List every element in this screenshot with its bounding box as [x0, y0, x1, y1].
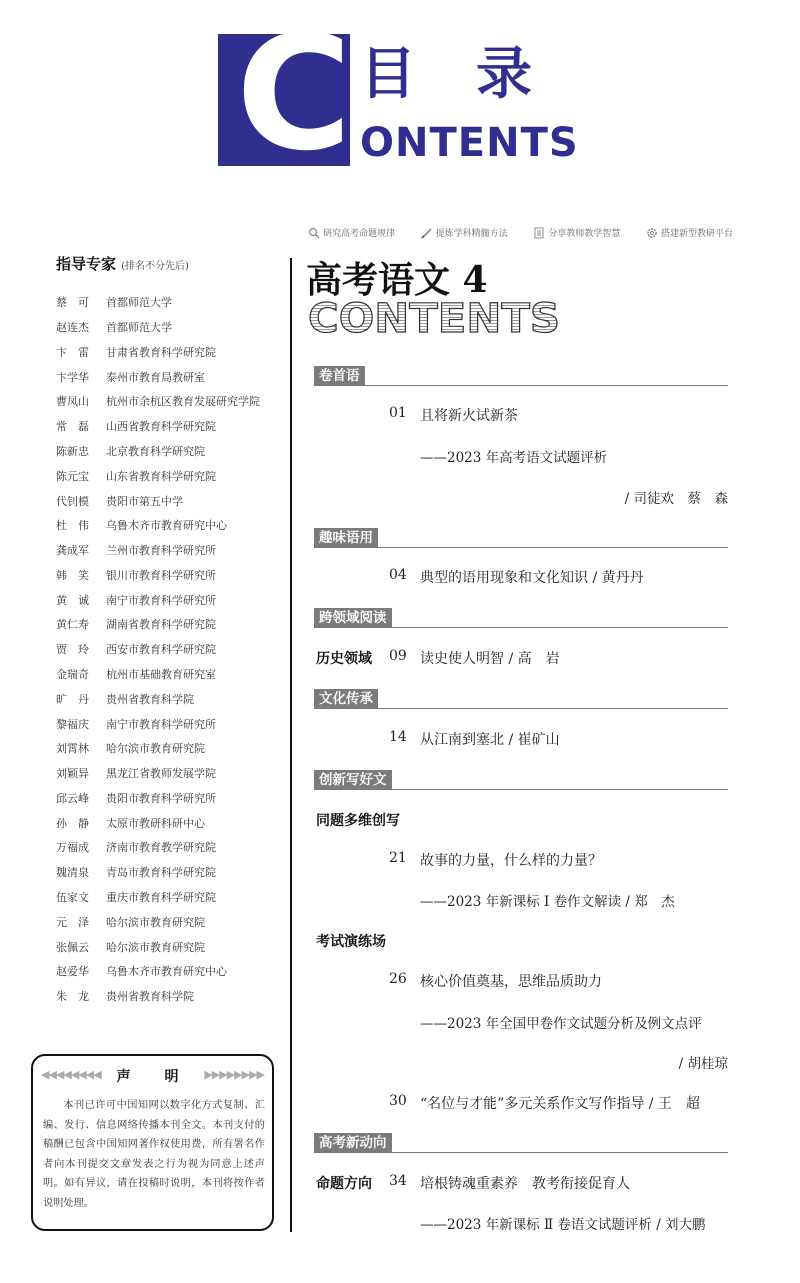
expert-row [56, 616, 216, 632]
expert-org: 泰州市教育局教研室 [106, 371, 205, 384]
section-header [314, 366, 728, 388]
arrows-right-icon: ▶▶▶▶▶▶▶▶ [204, 1068, 264, 1081]
expert-org: 贵阳市第五中学 [106, 495, 183, 508]
expert-org: 青岛市教育科学研究院 [106, 866, 216, 879]
expert-row [56, 988, 194, 1004]
subsection-label: 考试演练场 [316, 934, 386, 950]
entry-subtitle: ——2023 年高考语文试题评析 [420, 450, 608, 466]
expert-org: 南宁市教育科学研究所 [106, 718, 216, 731]
expert-name: 黄仁寿 [56, 618, 89, 631]
expert-row [56, 914, 205, 930]
expert-name: 杜 伟 [56, 519, 89, 532]
expert-name: 韩 笑 [56, 569, 89, 582]
entry-title[interactable]: 且将新火试新茶 [420, 408, 518, 424]
expert-name: 蔡 可 [56, 296, 89, 309]
subsection-label: 同题多维创写 [316, 813, 400, 829]
expert-row [56, 666, 216, 682]
expert-org: 甘肃省教育科学研究院 [106, 346, 216, 359]
entry-title[interactable]: “名位与才能”多元关系作文写作指导 / 王 超 [420, 1096, 700, 1112]
expert-row [56, 963, 227, 979]
tagline [533, 226, 620, 239]
entry-title[interactable]: 从江南到塞北 / 崔矿山 [420, 732, 560, 748]
expert-name: 邱云峰 [56, 792, 89, 805]
expert-name: 刘霄林 [56, 742, 89, 755]
expert-row [56, 493, 183, 509]
expert-org: 黑龙江省教师发展学院 [106, 767, 216, 780]
entry-title[interactable]: 故事的力量，什么样的力量？ [420, 853, 602, 869]
expert-name: 陈新忠 [56, 445, 89, 458]
gear-icon [646, 227, 658, 239]
section-rule [314, 547, 728, 549]
section-label: 卷首语 [314, 366, 365, 386]
expert-name: 陈元宝 [56, 470, 89, 483]
tagline-text: 提炼学科精髓方法 [435, 229, 508, 239]
expert-name: 赵爱华 [56, 965, 89, 978]
tagline [646, 226, 733, 239]
expert-org: 杭州市余杭区教育发展研究学院 [106, 395, 260, 408]
expert-org: 哈尔滨市教育研究院 [106, 916, 205, 929]
entry-author: / 司徒欢 蔡 森 [624, 491, 728, 507]
tagline-text: 研究高考命题规律 [323, 229, 396, 239]
expert-name: 张佩云 [56, 941, 89, 954]
entry-subtitle: ——2023 年新课标 Ⅱ 卷语文试题评析 / 刘大鹏 [420, 1217, 706, 1233]
expert-org: 太原市教研科研中心 [106, 817, 205, 830]
expert-row [56, 542, 216, 558]
expert-org: 乌鲁木齐市教育研究中心 [106, 519, 227, 532]
section-label: 文化传承 [314, 689, 378, 709]
document-icon [533, 227, 545, 239]
expert-org: 济南市教育教学研究院 [106, 841, 216, 854]
entry-author: / 胡桂琼 [678, 1056, 728, 1072]
contents-outline-word [306, 296, 566, 338]
expert-name: 曹凤山 [56, 395, 89, 408]
expert-name: 贾 玲 [56, 643, 89, 656]
entry-category: 历史领域 [316, 651, 372, 667]
entry-page: 14 [389, 729, 407, 745]
expert-org: 山西省教育科学研究院 [106, 420, 216, 433]
expert-row [56, 641, 216, 657]
entry-subtitle: ——2023 年新课标 Ⅰ 卷作文解读 / 郑 杰 [420, 894, 675, 910]
tagline-text: 分享教师教学智慧 [548, 229, 621, 239]
entry-page: 30 [389, 1093, 407, 1109]
section-rule [314, 385, 728, 387]
entry-title[interactable]: 培根铸魂重素养 教考衔接促育人 [420, 1176, 630, 1192]
statement-body: 本刊已许可中国知网以数字化方式复制、汇编、发行、信息网络传播本刊全文。本刊支付的稿酬已包含中国知网著作权使用费，所有署名作者向本刊提交文章发表之行为视为同意上述声明。如有异议，请在投稿时说明，本刊将按作者说明处理。 [43, 1100, 265, 1209]
expert-name: 黄 诚 [56, 594, 89, 607]
contents-title-cn: 目录 [360, 42, 592, 107]
expert-name: 元 泽 [56, 916, 89, 929]
expert-row [56, 740, 205, 756]
experts-heading [56, 253, 189, 274]
expert-name: 黎福庆 [56, 718, 89, 731]
expert-org: 兰州市教育科学研究所 [106, 544, 216, 557]
expert-org: 西安市教育科学研究院 [106, 643, 216, 656]
section-label: 创新写好文 [314, 770, 392, 790]
pencil-icon [421, 227, 433, 239]
logo-letter: C [236, 2, 352, 186]
expert-name: 赵连杰 [56, 321, 89, 334]
expert-org: 哈尔滨市教育研究院 [106, 742, 205, 755]
entry-page: 09 [389, 648, 407, 664]
expert-name: 万福成 [56, 841, 89, 854]
section-rule [314, 708, 728, 710]
entry-page: 21 [389, 850, 407, 866]
entry-page: 04 [389, 567, 407, 583]
contents-outline-text: CONTENTS [308, 296, 560, 338]
expert-row [56, 443, 205, 459]
expert-row [56, 939, 205, 955]
expert-org: 哈尔滨市教育研究院 [106, 941, 205, 954]
expert-row [56, 319, 172, 335]
section-rule [314, 627, 728, 629]
expert-row [56, 765, 216, 781]
expert-org: 银川市教育科学研究所 [106, 569, 216, 582]
entry-page: 26 [389, 971, 407, 987]
expert-name: 卞学华 [56, 371, 89, 384]
experts-note: (排名不分先后) [121, 261, 189, 272]
expert-row [56, 815, 205, 831]
expert-org: 北京教育科学研究院 [106, 445, 205, 458]
section-header [314, 1133, 728, 1155]
entry-title[interactable]: 读史使人明智 / 高 岩 [420, 651, 560, 667]
expert-org: 贵州省教育科学院 [106, 990, 194, 1003]
column-divider [290, 258, 292, 1232]
expert-row [56, 592, 216, 608]
section-rule [314, 789, 728, 791]
expert-name: 伍家文 [56, 891, 89, 904]
tagline-text: 搭建新型教研平台 [660, 229, 733, 239]
expert-org: 首都师范大学 [106, 296, 172, 309]
section-label: 高考新动向 [314, 1133, 392, 1153]
expert-row [56, 716, 216, 732]
expert-row [56, 567, 216, 583]
entry-subtitle: ——2023 年全国甲卷作文试题分析及例文点评 [420, 1016, 702, 1032]
expert-name: 朱 龙 [56, 990, 89, 1003]
expert-row [56, 468, 216, 484]
expert-org: 首都师范大学 [106, 321, 172, 334]
expert-org: 重庆市教育科学研究院 [106, 891, 216, 904]
expert-org: 乌鲁木齐市教育研究中心 [106, 965, 227, 978]
statement-title: 声 明 [116, 1069, 189, 1085]
expert-row [56, 418, 216, 434]
expert-row [56, 864, 216, 880]
section-label: 趣味语用 [314, 528, 378, 548]
expert-row [56, 889, 216, 905]
expert-org: 贵州省教育科学院 [106, 693, 194, 706]
expert-name: 代钊模 [56, 495, 89, 508]
entry-page: 01 [389, 405, 407, 421]
experts-title: 指导专家 [56, 255, 117, 273]
expert-org: 山东省教育科学研究院 [106, 470, 216, 483]
section-rule [314, 1152, 728, 1154]
magazine-title: 高考语文 4 [306, 259, 488, 301]
statement-box [31, 1054, 274, 1231]
expert-name: 旷 丹 [56, 693, 89, 706]
entry-title[interactable]: 典型的语用现象和文化知识 / 黄丹丹 [420, 570, 644, 586]
expert-row [56, 790, 216, 806]
magnifier-icon [308, 227, 320, 239]
expert-org: 杭州市基础教育研究室 [106, 668, 216, 681]
section-header [314, 608, 728, 630]
tagline [421, 226, 508, 239]
tagline [308, 226, 395, 239]
section-header [314, 528, 728, 550]
section-label: 跨领域阅读 [314, 608, 392, 628]
contents-title-en: ONTENTS [360, 120, 579, 166]
expert-row [56, 691, 194, 707]
section-header [314, 770, 728, 792]
entry-title[interactable]: 核心价值奠基，思维品质助力 [420, 974, 602, 990]
expert-name: 孙 静 [56, 817, 89, 830]
expert-row [56, 369, 205, 385]
expert-row [56, 344, 216, 360]
expert-row [56, 517, 227, 533]
section-header [314, 689, 728, 711]
arrows-left-icon: ◀◀◀◀◀◀◀◀ [41, 1068, 101, 1081]
expert-name: 常 磊 [56, 420, 89, 433]
expert-row [56, 393, 260, 409]
expert-org: 南宁市教育科学研究所 [106, 594, 216, 607]
expert-name: 刘颖异 [56, 767, 89, 780]
expert-name: 魏清泉 [56, 866, 89, 879]
expert-name: 卞 雷 [56, 346, 89, 359]
expert-name: 龚成军 [56, 544, 89, 557]
expert-row [56, 839, 216, 855]
entry-page: 34 [389, 1173, 407, 1189]
expert-org: 贵阳市教育科学研究所 [106, 792, 216, 805]
tagline-row [308, 226, 733, 239]
expert-org: 湖南省教育科学研究院 [106, 618, 216, 631]
expert-name: 金瑞奇 [56, 668, 89, 681]
expert-row [56, 294, 172, 310]
entry-category: 命题方向 [316, 1176, 372, 1192]
